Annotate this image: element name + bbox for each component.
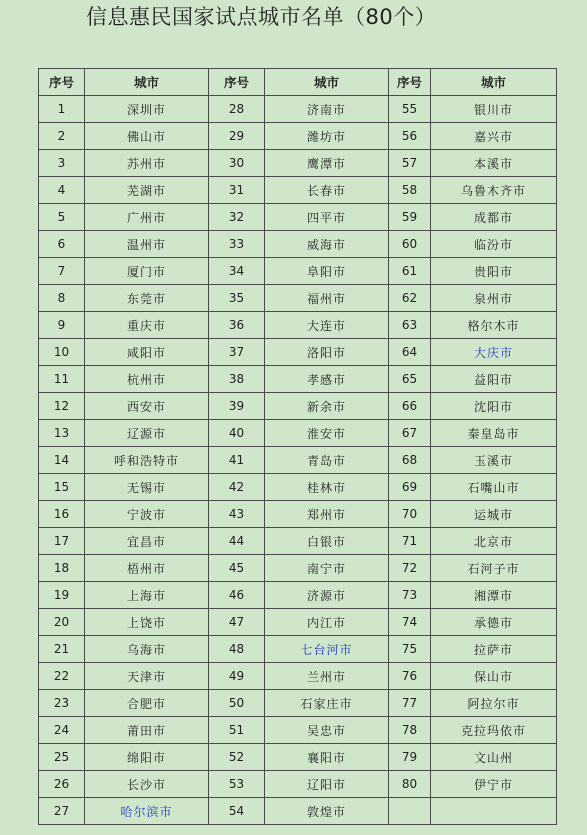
- city-number: 3: [39, 150, 85, 177]
- city-name: 嘉兴市: [431, 123, 557, 150]
- city-name: 贵阳市: [431, 258, 557, 285]
- city-name: 淮安市: [265, 420, 389, 447]
- table-row: [39, 339, 557, 366]
- city-name: 深圳市: [85, 96, 209, 123]
- city-number: 10: [39, 339, 85, 366]
- city-list-table: [38, 68, 557, 825]
- city-name: 梧州市: [85, 555, 209, 582]
- city-name: 长沙市: [85, 771, 209, 798]
- city-name: 福州市: [265, 285, 389, 312]
- city-name: 本溪市: [431, 150, 557, 177]
- city-name: 伊宁市: [431, 771, 557, 798]
- city-number: 68: [389, 447, 431, 474]
- city-number: 37: [209, 339, 265, 366]
- city-name: 银川市: [431, 96, 557, 123]
- table-row: [39, 744, 557, 771]
- city-name: 青岛市: [265, 447, 389, 474]
- city-number: 21: [39, 636, 85, 663]
- city-number: 25: [39, 744, 85, 771]
- city-name: 重庆市: [85, 312, 209, 339]
- city-name: 兰州市: [265, 663, 389, 690]
- header-city: 城市: [431, 69, 557, 96]
- city-number: 50: [209, 690, 265, 717]
- city-link[interactable]: 七台河市: [265, 636, 389, 663]
- city-name: 天津市: [85, 663, 209, 690]
- city-name: 保山市: [431, 663, 557, 690]
- city-number: 77: [389, 690, 431, 717]
- city-name: 芜湖市: [85, 177, 209, 204]
- city-name: 阜阳市: [265, 258, 389, 285]
- city-name: 厦门市: [85, 258, 209, 285]
- city-number: 27: [39, 798, 85, 825]
- city-name: 济源市: [265, 582, 389, 609]
- city-name: 石嘴山市: [431, 474, 557, 501]
- city-name: 克拉玛依市: [431, 717, 557, 744]
- city-number: 6: [39, 231, 85, 258]
- city-number: 20: [39, 609, 85, 636]
- city-name: 格尔木市: [431, 312, 557, 339]
- city-name: 合肥市: [85, 690, 209, 717]
- city-number: 45: [209, 555, 265, 582]
- table-row: [39, 501, 557, 528]
- city-number: 53: [209, 771, 265, 798]
- city-number: 14: [39, 447, 85, 474]
- empty-cell: [431, 798, 557, 825]
- city-name: 绵阳市: [85, 744, 209, 771]
- city-name: 石家庄市: [265, 690, 389, 717]
- city-name: 成都市: [431, 204, 557, 231]
- city-name: 吴忠市: [265, 717, 389, 744]
- table-row: [39, 528, 557, 555]
- city-number: 51: [209, 717, 265, 744]
- city-number: 71: [389, 528, 431, 555]
- city-name: 西安市: [85, 393, 209, 420]
- city-number: 22: [39, 663, 85, 690]
- city-number: 64: [389, 339, 431, 366]
- city-number: 56: [389, 123, 431, 150]
- city-link[interactable]: 大庆市: [431, 339, 557, 366]
- city-number: 48: [209, 636, 265, 663]
- city-number: 28: [209, 96, 265, 123]
- city-number: 75: [389, 636, 431, 663]
- city-name: 桂林市: [265, 474, 389, 501]
- table-row: [39, 312, 557, 339]
- city-name: 乌海市: [85, 636, 209, 663]
- city-number: 66: [389, 393, 431, 420]
- city-name: 新余市: [265, 393, 389, 420]
- city-number: 8: [39, 285, 85, 312]
- city-number: 70: [389, 501, 431, 528]
- city-name: 辽阳市: [265, 771, 389, 798]
- table-row: [39, 474, 557, 501]
- city-name: 敦煌市: [265, 798, 389, 825]
- city-number: 59: [389, 204, 431, 231]
- table-row: [39, 447, 557, 474]
- city-number: 47: [209, 609, 265, 636]
- city-number: 24: [39, 717, 85, 744]
- city-number: 5: [39, 204, 85, 231]
- city-name: 秦皇岛市: [431, 420, 557, 447]
- city-name: 莆田市: [85, 717, 209, 744]
- header-no: 序号: [389, 69, 431, 96]
- city-number: 58: [389, 177, 431, 204]
- city-number: 40: [209, 420, 265, 447]
- city-number: 34: [209, 258, 265, 285]
- city-name: 广州市: [85, 204, 209, 231]
- city-number: 12: [39, 393, 85, 420]
- city-number: 76: [389, 663, 431, 690]
- city-name: 拉萨市: [431, 636, 557, 663]
- city-name: 承德市: [431, 609, 557, 636]
- city-number: 19: [39, 582, 85, 609]
- city-number: 38: [209, 366, 265, 393]
- city-name: 济南市: [265, 96, 389, 123]
- city-name: 长春市: [265, 177, 389, 204]
- table-header-row: [39, 69, 557, 96]
- city-number: 30: [209, 150, 265, 177]
- city-number: 46: [209, 582, 265, 609]
- city-name: 威海市: [265, 231, 389, 258]
- city-name: 四平市: [265, 204, 389, 231]
- city-number: 67: [389, 420, 431, 447]
- city-number: 36: [209, 312, 265, 339]
- city-number: 31: [209, 177, 265, 204]
- city-number: 9: [39, 312, 85, 339]
- table-row: [39, 150, 557, 177]
- city-name: 泉州市: [431, 285, 557, 312]
- city-name: 南宁市: [265, 555, 389, 582]
- header-city: 城市: [85, 69, 209, 96]
- city-number: 57: [389, 150, 431, 177]
- table-row: [39, 231, 557, 258]
- table-row: [39, 663, 557, 690]
- city-name: 内江市: [265, 609, 389, 636]
- city-number: 4: [39, 177, 85, 204]
- city-number: 11: [39, 366, 85, 393]
- city-number: 23: [39, 690, 85, 717]
- city-number: 35: [209, 285, 265, 312]
- city-name: 呼和浩特市: [85, 447, 209, 474]
- city-link[interactable]: 哈尔滨市: [85, 798, 209, 825]
- table-row: [39, 393, 557, 420]
- city-number: 17: [39, 528, 85, 555]
- table-row: [39, 771, 557, 798]
- city-name: 东莞市: [85, 285, 209, 312]
- city-name: 白银市: [265, 528, 389, 555]
- city-name: 临汾市: [431, 231, 557, 258]
- city-number: 32: [209, 204, 265, 231]
- table-row: [39, 123, 557, 150]
- city-name: 杭州市: [85, 366, 209, 393]
- header-city: 城市: [265, 69, 389, 96]
- city-number: 18: [39, 555, 85, 582]
- city-number: 44: [209, 528, 265, 555]
- city-number: 29: [209, 123, 265, 150]
- city-name: 上海市: [85, 582, 209, 609]
- city-number: 39: [209, 393, 265, 420]
- city-name: 上饶市: [85, 609, 209, 636]
- city-number: 78: [389, 717, 431, 744]
- city-number: 74: [389, 609, 431, 636]
- city-number: 72: [389, 555, 431, 582]
- city-name: 咸阳市: [85, 339, 209, 366]
- city-number: 13: [39, 420, 85, 447]
- table-row: [39, 582, 557, 609]
- header-no: 序号: [39, 69, 85, 96]
- city-number: 2: [39, 123, 85, 150]
- city-name: 潍坊市: [265, 123, 389, 150]
- table-row: [39, 258, 557, 285]
- city-number: 79: [389, 744, 431, 771]
- city-name: 湘潭市: [431, 582, 557, 609]
- city-name: 洛阳市: [265, 339, 389, 366]
- city-name: 苏州市: [85, 150, 209, 177]
- city-name: 郑州市: [265, 501, 389, 528]
- table-row: [39, 285, 557, 312]
- city-number: 52: [209, 744, 265, 771]
- city-number: 55: [389, 96, 431, 123]
- city-name: 北京市: [431, 528, 557, 555]
- city-name: 宜昌市: [85, 528, 209, 555]
- city-number: 41: [209, 447, 265, 474]
- page-title: [0, 4, 587, 30]
- city-number: 26: [39, 771, 85, 798]
- table-row: [39, 204, 557, 231]
- city-number: 43: [209, 501, 265, 528]
- table-row: [39, 609, 557, 636]
- city-number: 62: [389, 285, 431, 312]
- city-number: 80: [389, 771, 431, 798]
- city-name: 文山州: [431, 744, 557, 771]
- city-name: 辽源市: [85, 420, 209, 447]
- table-row: [39, 366, 557, 393]
- city-number: 16: [39, 501, 85, 528]
- city-name: 鹰潭市: [265, 150, 389, 177]
- city-name: 石河子市: [431, 555, 557, 582]
- city-name: 宁波市: [85, 501, 209, 528]
- city-name: 大连市: [265, 312, 389, 339]
- city-number: 7: [39, 258, 85, 285]
- city-name: 玉溪市: [431, 447, 557, 474]
- header-no: 序号: [209, 69, 265, 96]
- city-name: 襄阳市: [265, 744, 389, 771]
- city-name: 孝感市: [265, 366, 389, 393]
- city-number: 60: [389, 231, 431, 258]
- city-number: 33: [209, 231, 265, 258]
- city-number: 61: [389, 258, 431, 285]
- table-row: [39, 96, 557, 123]
- table-row: [39, 636, 557, 663]
- city-number: 69: [389, 474, 431, 501]
- city-name: 益阳市: [431, 366, 557, 393]
- city-number: 63: [389, 312, 431, 339]
- city-number: 15: [39, 474, 85, 501]
- city-number: 42: [209, 474, 265, 501]
- table-row: [39, 555, 557, 582]
- city-name: 阿拉尔市: [431, 690, 557, 717]
- table-row: [39, 420, 557, 447]
- city-number: 1: [39, 96, 85, 123]
- city-name: 温州市: [85, 231, 209, 258]
- city-number: 54: [209, 798, 265, 825]
- city-number: 49: [209, 663, 265, 690]
- city-name: 佛山市: [85, 123, 209, 150]
- table-row: [39, 717, 557, 744]
- empty-cell: [389, 798, 431, 825]
- table-row: [39, 690, 557, 717]
- table-row: [39, 177, 557, 204]
- city-name: 乌鲁木齐市: [431, 177, 557, 204]
- city-name: 沈阳市: [431, 393, 557, 420]
- city-number: 65: [389, 366, 431, 393]
- city-name: 运城市: [431, 501, 557, 528]
- city-name: 无锡市: [85, 474, 209, 501]
- table-row: [39, 798, 557, 825]
- title-text: 信息惠民国家试点城市名单（80个）: [86, 5, 437, 29]
- city-number: 73: [389, 582, 431, 609]
